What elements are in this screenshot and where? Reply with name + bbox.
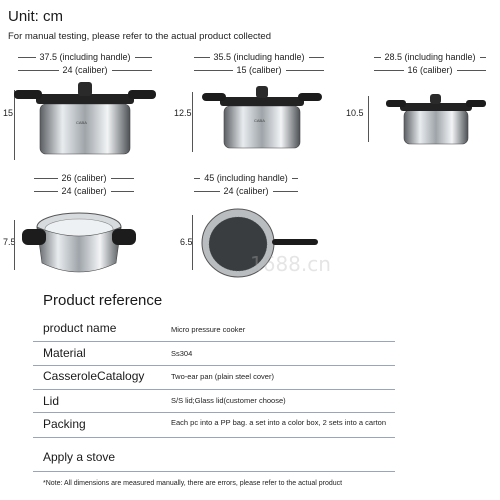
pressure-pot-medium-image — [198, 82, 326, 154]
product-reference-title: Product reference — [43, 292, 163, 309]
dimension-height-3: 10.5 — [346, 108, 364, 118]
dimension-total-text-2: 35.5 (including handle) — [213, 52, 305, 62]
dimension-total-text-5: 45 (including handle) — [204, 173, 288, 183]
reference-value: Two-ear pan (plain steel cover) — [171, 372, 274, 381]
dimension-line-right — [286, 70, 325, 71]
dimension-caliber-2 — [194, 65, 324, 75]
manual-testing-note: For manual testing, please refer to the actual product collected — [8, 31, 271, 42]
height-guide-2 — [192, 92, 193, 152]
pressure-pot-small-image — [384, 92, 488, 148]
dimension-line-left — [194, 178, 200, 179]
dimensions-footnote: *Note: All dimensions are measured manually, there are errors, please refer to the actual product — [43, 480, 343, 487]
reference-value: Ss304 — [171, 349, 193, 358]
dimension-total-1 — [18, 52, 152, 62]
reference-value: Each pc into a PP bag. a set into a color box, 2 sets into a carton — [171, 418, 386, 427]
dimension-caliber-text-1: 24 (caliber) — [62, 65, 108, 75]
dimension-line-right — [292, 178, 298, 179]
dimension-caliber-4 — [34, 186, 134, 196]
pressure-pot-large-image — [10, 78, 160, 160]
dimension-caliber-1 — [18, 65, 152, 75]
dimension-caliber-text-4: 24 (caliber) — [61, 186, 107, 196]
dimension-line-left — [374, 70, 404, 71]
reference-row-material — [33, 342, 395, 366]
dimension-caliber-text-2: 15 (caliber) — [236, 65, 282, 75]
dimension-total-text-3: 28.5 (including handle) — [384, 52, 476, 62]
dimension-line-right — [273, 191, 299, 192]
reference-row-packing — [33, 413, 395, 438]
dimension-line-left — [194, 70, 233, 71]
reference-key: product name — [43, 321, 117, 335]
dimension-line-right — [111, 191, 135, 192]
dimension-total-4 — [34, 173, 134, 183]
reference-row-casserole-catalogy — [33, 366, 395, 390]
dimension-caliber-5 — [194, 186, 298, 196]
reference-value: Micro pressure cooker — [171, 325, 246, 334]
dimension-caliber-text-3: 16 (caliber) — [407, 65, 453, 75]
dimension-total-text-1: 37.5 (including handle) — [39, 52, 131, 62]
dimension-total-text-4: 26 (caliber) — [61, 173, 107, 183]
dimension-line-left — [194, 191, 220, 192]
dimension-total-3 — [374, 52, 486, 62]
dimension-line-left — [34, 178, 58, 179]
dimension-line-right — [309, 57, 325, 58]
dimension-caliber-text-5: 24 (caliber) — [223, 186, 269, 196]
reference-row-product-name — [33, 318, 395, 342]
reference-key: Material — [43, 346, 86, 360]
reference-key: Packing — [43, 417, 86, 431]
dimension-total-5 — [194, 173, 298, 183]
dimension-total-2 — [194, 52, 324, 62]
watermark-text: 1688.cn — [250, 252, 331, 276]
dimension-line-right — [135, 57, 153, 58]
dimension-line-right — [480, 57, 487, 58]
reference-row-apply-stove — [33, 444, 395, 472]
reference-key: CasseroleCatalogy — [43, 369, 145, 383]
casserole-pot-image — [20, 205, 138, 280]
height-guide-3 — [368, 96, 369, 142]
dimension-line-left — [34, 191, 58, 192]
dimension-line-left — [194, 57, 210, 58]
reference-key: Lid — [43, 394, 60, 408]
reference-row-lid — [33, 390, 395, 413]
dimension-line-left — [18, 70, 59, 71]
reference-key: Apply a stove — [43, 450, 116, 464]
dimension-line-right — [111, 178, 135, 179]
dimension-height-4: 7.5 — [3, 237, 16, 247]
dimension-caliber-3 — [374, 65, 486, 75]
dimension-line-left — [18, 57, 36, 58]
dimension-height-2: 12.5 — [174, 108, 192, 118]
svg-text:CABA: CABA — [76, 120, 87, 125]
dimension-line-right — [112, 70, 153, 71]
unit-label: Unit: cm — [8, 8, 64, 25]
dimension-height-5: 6.5 — [180, 237, 193, 247]
height-guide-4 — [14, 220, 15, 270]
dimension-line-left — [374, 57, 381, 58]
svg-text:CABA: CABA — [254, 118, 265, 123]
reference-value: S/S lid;Glass lid(customer choose) — [171, 396, 286, 405]
dimension-height-1: 15 — [3, 108, 14, 118]
height-guide-5 — [192, 215, 193, 270]
dimension-line-right — [457, 70, 487, 71]
